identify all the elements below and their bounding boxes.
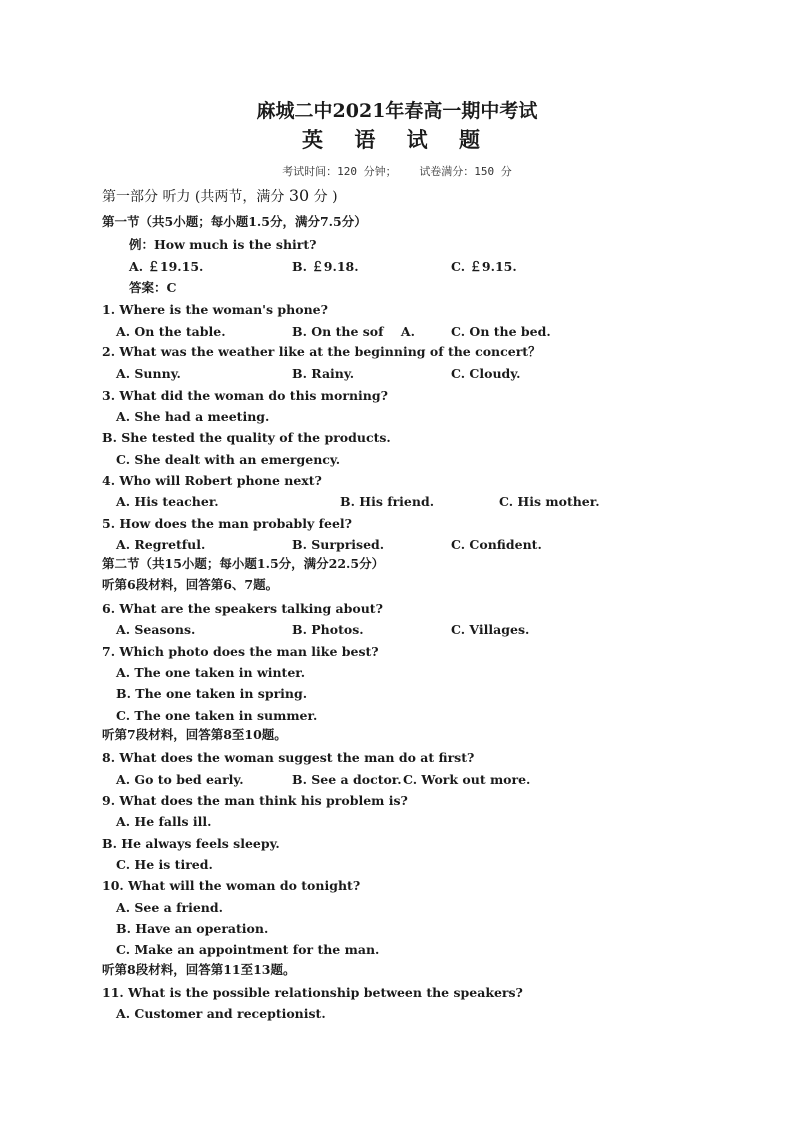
example-option-c: C. ￡9.15. (451, 259, 517, 274)
example-option-a: A. ￡19.15. (129, 259, 204, 274)
q3-option-a: A. She had a meeting. (116, 409, 270, 424)
q1-option-b: B. On the sof A. (292, 324, 415, 339)
q11-option-a: A. Customer and receptionist. (116, 1006, 326, 1021)
exam-time: 考试时间：120 分钟； (282, 165, 397, 178)
instruction-8: 听第8段材料，回答第11至13题。 (102, 962, 296, 977)
section2-heading: 第二节（共15小题；每小题1.5分，满分22.5分） (102, 556, 385, 571)
exam-title: 麻城二中2021年春高一期中考试 (256, 100, 538, 122)
q7-option-b: B. The one taken in spring. (116, 686, 308, 701)
q5-option-a: A. Regretful. (116, 537, 206, 552)
question-1: 1. Where is the woman's phone? (102, 302, 328, 317)
part1-heading: 第一部分 听力 (共两节，满分 30 分 ) (102, 186, 338, 205)
q4-option-b: B. His friend. (340, 494, 435, 509)
q3-option-b: B. She tested the quality of the products. (102, 430, 391, 445)
q6-option-a: A. Seasons. (116, 622, 196, 637)
q8-option-b: B. See a doctor. (292, 772, 402, 787)
q10-option-b: B. Have an operation. (116, 921, 269, 936)
question-9: 9. What does the man think his problem is? (102, 793, 408, 808)
question-3: 3. What did the woman do this morning? (102, 388, 388, 403)
q2-option-a: A. Sunny. (116, 366, 181, 381)
q5-option-c: C. Confident. (451, 537, 542, 552)
question-10: 10. What will the woman do tonight? (102, 878, 361, 893)
q7-option-c: C. The one taken in summer. (116, 708, 318, 723)
question-7: 7. Which photo does the man like best? (102, 644, 379, 659)
question-11: 11. What is the possible relationship between the speakers? (102, 985, 523, 1000)
q9-option-b: B. He always feels sleepy. (102, 836, 280, 851)
q5-option-b: B. Surprised. (292, 537, 385, 552)
q4-option-a: A. His teacher. (116, 494, 219, 509)
question-4: 4. Who will Robert phone next? (102, 473, 322, 488)
exam-info (0, 163, 794, 179)
q4-option-c: C. His mother. (499, 494, 600, 509)
q9-option-c: C. He is tired. (116, 857, 213, 872)
section1-heading: 第一节（共5小题；每小题1.5分，满分7.5分） (102, 214, 367, 229)
q10-option-c: C. Make an appointment for the man. (116, 942, 380, 957)
question-8: 8. What does the woman suggest the man do at first? (102, 750, 475, 765)
question-5: 5. How does the man probably feel? (102, 516, 352, 531)
q10-option-a: A. See a friend. (116, 900, 223, 915)
q3-option-c: C. She dealt with an emergency. (116, 452, 341, 467)
example-answer: 答案：C (129, 280, 177, 295)
q6-option-c: C. Villages. (451, 622, 530, 637)
q2-option-c: C. Cloudy. (451, 366, 521, 381)
q7-option-a: A. The one taken in winter. (116, 665, 306, 680)
exam-score: 试卷满分：150 分 (419, 165, 512, 178)
question-6: 6. What are the speakers talking about? (102, 601, 383, 616)
q2-option-b: B. Rainy. (292, 366, 355, 381)
q8-option-a: A. Go to bed early. (116, 772, 244, 787)
q6-option-b: B. Photos. (292, 622, 364, 637)
q9-option-a: A. He falls ill. (116, 814, 212, 829)
exam-subtitle: 英 语 试 题 (302, 127, 492, 152)
instruction-6: 听第6段材料，回答第6、7题。 (102, 577, 279, 592)
example-option-b: B. ￡9.18. (292, 259, 359, 274)
question-2: 2. What was the weather like at the beginning of the concert？ (102, 344, 541, 359)
q8-option-c: C. Work out more. (403, 772, 531, 787)
instruction-7: 听第7段材料，回答第8至10题。 (102, 727, 287, 742)
example-question: 例：How much is the shirt? (129, 237, 317, 252)
q1-option-c: C. On the bed. (451, 324, 551, 339)
q1-option-a: A. On the table. (116, 324, 226, 339)
